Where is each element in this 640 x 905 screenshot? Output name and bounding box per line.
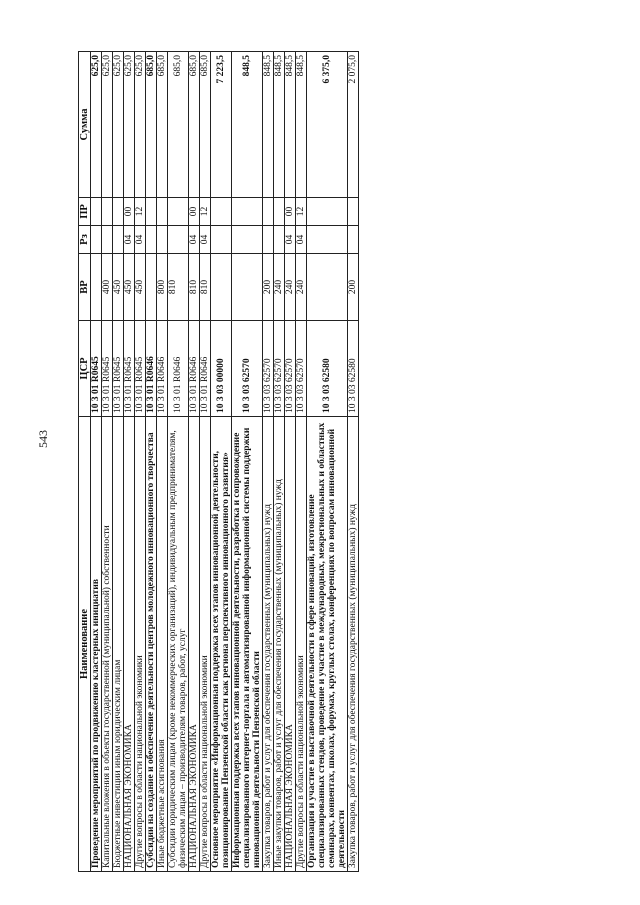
table-row	[200, 52, 211, 872]
cell-name: Другие вопросы в области национальной экономики	[200, 417, 211, 872]
header-name: Наименование	[79, 417, 91, 872]
table-body	[91, 52, 359, 872]
cell-vr	[211, 254, 232, 321]
cell-pr: 12	[296, 198, 307, 226]
cell-csr: 10 3 03 62580	[348, 321, 359, 417]
cell-rz: 04	[285, 226, 296, 254]
cell-name: Капитальные вложения в объекты государственной (муниципальной) собственности	[102, 417, 113, 872]
cell-name: Субсидии на создание и обеспечение деятельности центров молодежного инновационного творчества	[146, 417, 157, 872]
cell-pr: 12	[135, 198, 146, 226]
table-row	[307, 52, 348, 872]
cell-pr	[113, 198, 124, 226]
cell-sum: 685,0	[146, 52, 157, 198]
cell-name: Организация и участие в выставочной деятельности в сфере инноваций, изготовление специализированных стендов, проведение и участие в международных, межрегиональных и областных семинарах, конвентах, школах, форумах, круглых столах, конференциях по вопросам инновационной деятельности	[307, 417, 348, 872]
cell-rz	[232, 226, 263, 254]
table-row	[189, 52, 200, 872]
page-number: 543	[36, 430, 50, 448]
table-row	[91, 52, 102, 872]
cell-pr	[91, 198, 102, 226]
cell-vr	[307, 254, 348, 321]
cell-rz	[91, 226, 102, 254]
cell-csr: 10 3 01 R0645	[113, 321, 124, 417]
table-row	[102, 52, 113, 872]
cell-pr	[274, 198, 285, 226]
cell-csr: 10 3 01 R0645	[91, 321, 102, 417]
cell-sum: 6 375,0	[307, 52, 348, 198]
cell-rz	[146, 226, 157, 254]
table-row	[168, 52, 189, 872]
cell-sum: 848,5	[296, 52, 307, 198]
cell-pr	[348, 198, 359, 226]
cell-pr	[157, 198, 168, 226]
cell-sum: 848,5	[263, 52, 274, 198]
cell-rz	[307, 226, 348, 254]
cell-sum: 625,0	[91, 52, 102, 198]
cell-pr	[146, 198, 157, 226]
table-row	[124, 52, 135, 872]
cell-name: НАЦИОНАЛЬНАЯ ЭКОНОМИКА	[189, 417, 200, 872]
cell-rz	[113, 226, 124, 254]
cell-name: Основное мероприятие «Информационная поддержка всех этапов инновационной деятельности, позиционирование Пензенской области как региона перспективного инновационного развития»	[211, 417, 232, 872]
cell-csr: 10 3 01 R0645	[124, 321, 135, 417]
table-row	[285, 52, 296, 872]
cell-pr	[232, 198, 263, 226]
cell-rz	[263, 226, 274, 254]
cell-vr: 450	[113, 254, 124, 321]
table-header-row	[79, 52, 91, 872]
cell-pr	[168, 198, 189, 226]
table-row	[348, 52, 359, 872]
cell-name: Проведение мероприятий по продвижению кластерных инициатив	[91, 417, 102, 872]
cell-vr: 240	[296, 254, 307, 321]
cell-csr: 10 3 01 R0645	[102, 321, 113, 417]
cell-csr: 10 3 01 R0646	[200, 321, 211, 417]
cell-sum: 685,0	[168, 52, 189, 198]
cell-vr: 810	[168, 254, 189, 321]
cell-vr: 240	[285, 254, 296, 321]
cell-sum: 848,5	[285, 52, 296, 198]
cell-name: Бюджетные инвестиции иным юридическим лицам	[113, 417, 124, 872]
cell-vr	[232, 254, 263, 321]
header-sum: Сумма	[79, 52, 91, 198]
cell-name: Другие вопросы в области национальной экономики	[135, 417, 146, 872]
cell-pr: 00	[285, 198, 296, 226]
cell-name: НАЦИОНАЛЬНАЯ ЭКОНОМИКА	[285, 417, 296, 872]
cell-name: Иные закупки товаров, работ и услуг для обеспечения государственных (муниципальных) нужд	[274, 417, 285, 872]
cell-rz	[274, 226, 285, 254]
cell-vr: 240	[274, 254, 285, 321]
table-row	[232, 52, 263, 872]
cell-pr	[102, 198, 113, 226]
rotated-table-container	[78, 52, 359, 872]
cell-rz	[157, 226, 168, 254]
cell-sum: 625,0	[102, 52, 113, 198]
header-vr: ВР	[79, 254, 91, 321]
table-row	[113, 52, 124, 872]
cell-pr	[211, 198, 232, 226]
cell-csr: 10 3 03 62570	[296, 321, 307, 417]
cell-csr: 10 3 03 62570	[263, 321, 274, 417]
cell-csr: 10 3 03 00000	[211, 321, 232, 417]
cell-name: НАЦИОНАЛЬНАЯ ЭКОНОМИКА	[124, 417, 135, 872]
table-row	[211, 52, 232, 872]
cell-rz: 04	[135, 226, 146, 254]
cell-pr: 12	[200, 198, 211, 226]
cell-csr: 10 3 01 R0645	[135, 321, 146, 417]
cell-vr	[91, 254, 102, 321]
cell-sum: 685,0	[189, 52, 200, 198]
cell-csr: 10 3 01 R0646	[168, 321, 189, 417]
cell-sum: 625,0	[135, 52, 146, 198]
cell-rz	[168, 226, 189, 254]
cell-sum: 848,5	[274, 52, 285, 198]
cell-csr: 10 3 03 62570	[285, 321, 296, 417]
header-csr: ЦСР	[79, 321, 91, 417]
cell-vr: 200	[263, 254, 274, 321]
cell-csr: 10 3 01 R0646	[157, 321, 168, 417]
cell-vr: 800	[157, 254, 168, 321]
table-row	[296, 52, 307, 872]
cell-sum: 625,0	[124, 52, 135, 198]
cell-pr	[307, 198, 348, 226]
cell-vr: 810	[189, 254, 200, 321]
cell-sum: 685,0	[157, 52, 168, 198]
cell-rz	[102, 226, 113, 254]
cell-pr: 00	[189, 198, 200, 226]
budget-table	[78, 51, 359, 872]
cell-rz	[211, 226, 232, 254]
cell-vr: 450	[135, 254, 146, 321]
cell-csr: 10 3 01 R0646	[146, 321, 157, 417]
cell-rz: 04	[296, 226, 307, 254]
cell-sum: 7 223,5	[211, 52, 232, 198]
cell-sum: 625,0	[113, 52, 124, 198]
cell-pr: 00	[124, 198, 135, 226]
cell-vr: 400	[102, 254, 113, 321]
cell-name: Другие вопросы в области национальной экономики	[296, 417, 307, 872]
cell-rz: 04	[200, 226, 211, 254]
cell-pr	[263, 198, 274, 226]
cell-name: Субсидии юридическим лицам (кроме некоммерческих организаций), индивидуальным предпринимателям, физическим лицам – производителям товаров, работ, услуг	[168, 417, 189, 872]
table-row	[146, 52, 157, 872]
table-row	[263, 52, 274, 872]
cell-name: Иные бюджетные ассигнования	[157, 417, 168, 872]
cell-csr: 10 3 01 R0646	[189, 321, 200, 417]
cell-rz: 04	[189, 226, 200, 254]
header-pr: ПР	[79, 198, 91, 226]
cell-csr: 10 3 03 62580	[307, 321, 348, 417]
cell-sum: 685,0	[200, 52, 211, 198]
cell-rz: 04	[124, 226, 135, 254]
table-row	[135, 52, 146, 872]
cell-name: Закупка товаров, работ и услуг для обеспечения государственных (муниципальных) нужд	[263, 417, 274, 872]
cell-name: Информационная поддержка всех этапов инновационной деятельности, разработка и сопровождение специализированного интернет-портала и автоматизированной информационной системы поддержки инновационной деятельности Пензенской области	[232, 417, 263, 872]
cell-rz	[348, 226, 359, 254]
table-row	[157, 52, 168, 872]
cell-csr: 10 3 03 62570	[232, 321, 263, 417]
cell-vr	[146, 254, 157, 321]
cell-vr: 810	[200, 254, 211, 321]
table-row	[274, 52, 285, 872]
cell-sum: 2 075,0	[348, 52, 359, 198]
cell-vr: 450	[124, 254, 135, 321]
header-rz: Рз	[79, 226, 91, 254]
cell-csr: 10 3 03 62570	[274, 321, 285, 417]
cell-name: Закупка товаров, работ и услуг для обеспечения государственных (муниципальных) нужд	[348, 417, 359, 872]
cell-sum: 848,5	[232, 52, 263, 198]
cell-vr: 200	[348, 254, 359, 321]
